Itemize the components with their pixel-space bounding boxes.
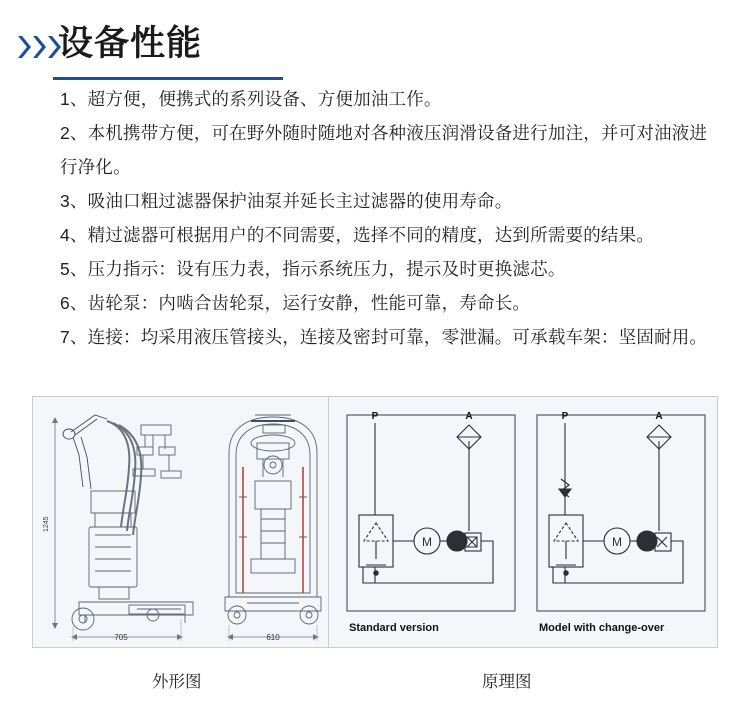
feature-item-6: 6、齿轮泵：内啮合齿轮泵，运行安静，性能可靠，寿命长。 (60, 293, 531, 313)
feature-item-2: 2、本机携带方便，可在野外随时随地对各种液压润滑设备进行加注，并可对油液进行净化。 (60, 123, 708, 177)
changeover-version-label: Model with change-over (539, 622, 665, 634)
outline-drawing-svg (33, 397, 329, 647)
feature-item-1: 1、超方便，便携式的系列设备、方便加油工作。 (60, 89, 442, 109)
dimension-705-label: 705 (114, 633, 128, 642)
motor-symbol-left: M (422, 535, 432, 549)
double-chevron-right-icon (18, 36, 61, 58)
page-header (0, 14, 750, 70)
chevron-2-icon (33, 36, 46, 58)
feature-item-3: 3、吸油口粗过滤器保护油泵并延长主过滤器的使用寿命。 (60, 191, 513, 211)
feature-list (0, 82, 750, 354)
dimension-610-label: 610 (266, 633, 280, 642)
feature-item-7: 7、连接：均采用液压管接头，连接及密封可靠，零泄漏。可承载车架：坚固耐用。 (60, 327, 708, 347)
page-title: 设备性能 (58, 24, 203, 63)
feature-item-4: 4、精过滤器可根据用户的不同需要，选择不同的精度，达到所需要的结果。 (60, 225, 655, 245)
outline-drawing (33, 397, 329, 647)
standard-version-label: Standard version (349, 622, 439, 634)
caption-schematic: 原理图 (482, 673, 532, 691)
feature-item-5: 5、压力指示：设有压力表，指示系统压力，提示及时更换滤芯。 (60, 259, 566, 279)
caption-outline: 外形图 (152, 673, 202, 691)
port-p-right-label: P (561, 411, 569, 422)
chevron-1-icon (18, 36, 31, 58)
port-a-left-label: A (465, 411, 473, 422)
schematic-svg (329, 397, 717, 647)
port-p-left-label: P (371, 411, 379, 422)
figure-captions (32, 660, 718, 694)
port-a-right-label: A (655, 411, 663, 422)
svg-text:1245: 1245 (43, 516, 50, 532)
hydraulic-schematic (329, 397, 717, 647)
title-underline (53, 77, 283, 80)
motor-symbol-right: M (612, 535, 622, 549)
figure-panel (32, 396, 718, 648)
